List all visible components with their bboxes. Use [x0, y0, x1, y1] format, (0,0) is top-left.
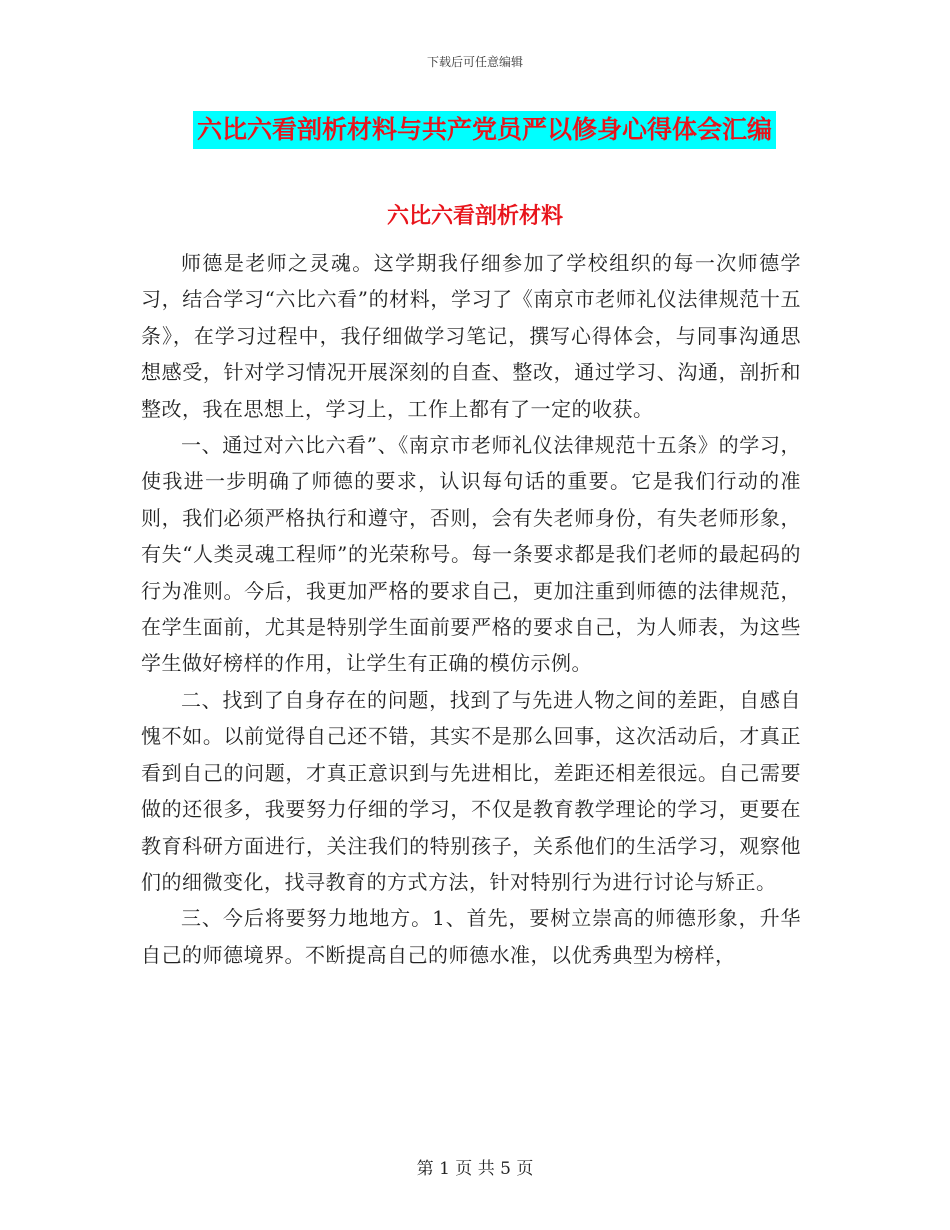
- paragraph-intro: 师德是老师之灵魂。这学期我仔细参加了学校组织的每一次师德学习，结合学习“六比六看”的材料，学习了《南京市老师礼仪法律规范十五条》，在学习过程中，我仔细做学习笔记，撰写心得体会，与同事沟通思想感受，针对学习情况开展深刻的自查、整改，通过学习、沟通，剖折和整改，我在思想上，学习上，工作上都有了一定的收获。: [141, 251, 801, 421]
- body-text: [141, 245, 801, 973]
- paragraph-point-three: 三、今后将要努力地地方。1、首先，要树立崇高的师德形象，升华自己的师德境界。不断提高自己的师德水准，以优秀典型为榜样，: [141, 906, 801, 967]
- section-title: 六比六看剖析材料: [386, 203, 563, 229]
- document-title: 六比六看剖析材料与共产党员严以修身心得体会汇编: [193, 111, 776, 149]
- paragraph-point-two: 二、找到了自身存在的问题，找到了与先进人物之间的差距，自感自愧不如。以前觉得自己还不错，其实不是那么回事，这次活动后，才真正看到自己的问题，才真正意识到与先进相比，差距还相差很远。自己需要做的还很多，我要努力仔细的学习，不仅是教育教学理论的学习，更要在教育科研方面进行，关注我们的特别孩子，关系他们的生活学习，观察他们的细微变化，找寻教育的方式方法，针对特别行为进行讨论与矫正。: [141, 687, 801, 894]
- page-footer: 第 1 页 共 5 页: [416, 1159, 534, 1179]
- paragraph-point-one: 一、通过对六比六看”、《南京市老师礼仪法律规范十五条》的学习，使我进一步明确了师德的要求，认识每句话的重要。它是我们行动的准则，我们必须严格执行和遵守，否则，会有失老师身份，有失老师形象，有失“人类灵魂工程师”的光荣称号。每一条要求都是我们老师的最起码的行为准则。今后，我更加严格的要求自己，更加注重到师德的法律规范，在学生面前，尤其是特别学生面前要严格的要求自己，为人师表，为这些学生做好榜样的作用，让学生有正确的模仿示例。: [141, 433, 801, 676]
- header-note: 下载后可任意编辑: [426, 55, 523, 69]
